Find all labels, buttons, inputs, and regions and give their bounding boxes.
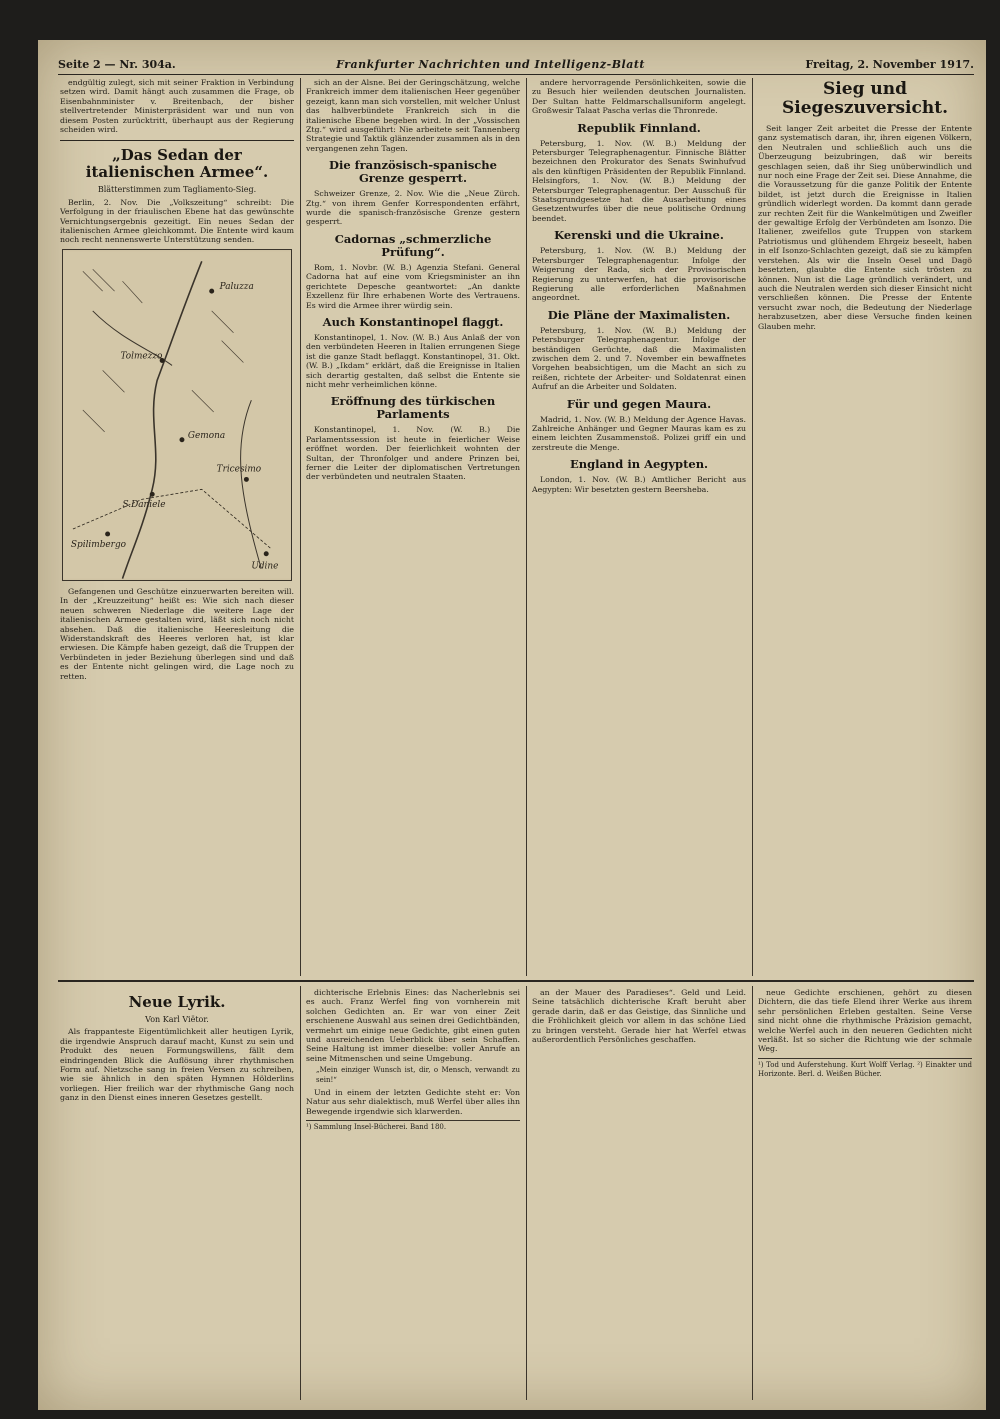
- sedan-body-2: Gefangenen und Geschütze einzuerwarten bereiten will. In der „Kreuzzeitung“ heißt es: Wie sich nach dieser neuen schweren Niederlage die weitere Lage der italienischen Armee gestalten wird, läßt sich noch nicht absehen. Daß die italienische Heeresleitung die Widerstandskraft des Heeres verloren hat, ist klar erwiesen. Die Kämpfe haben gezeigt, daß die Truppen der Verbündeten in jeder Beziehung überlegen sind und daß es der Entente nicht gelingen wird, die Lage noch zu retten.: [60, 586, 294, 681]
- map-label-spilimbergo: Spilimbergo: [70, 539, 127, 550]
- cadorna-body: Rom, 1. Novbr. (W. B.) Agenzia Stefani. General Cadorna hat auf eine vom Kriegsminister an ihn gerichtete Depesche geantwortet: „An dankte Exzellenz für Ihre erhabenen Worte des Vertrauens. Es wird die Armee ihrer würdig sein.: [306, 262, 520, 310]
- lower-column-4: [758, 988, 972, 1400]
- lower-column-3: [532, 988, 746, 1400]
- lyrik-author: Von Karl Viëtor.: [145, 1015, 209, 1024]
- page-number: Seite 2 — Nr. 304a.: [58, 57, 176, 71]
- headline-ukraine: Kerenski und die Ukraine.: [554, 228, 724, 243]
- col2-body-1: sich an der Alsne. Bei der Geringschätzung, welche Frankreich immer dem italienischen Heer gegenüber gezeigt, kann man sich vorstellen, mit welcher Unlust das halbverbündete Frankreich sich in die italienische Ebene begeben wird. In der „Vossischen Ztg.“ wird ausgeführt: Nie arbeitete seit Tannenberg Strategie und Taktik glänzender zusammen als in den vergangenen zehn Tagen.: [306, 78, 520, 153]
- headline-lyrik: Neue Lyrik.: [128, 993, 226, 1011]
- lyrik-body-4: neue Gedichte erschienen, gehört zu diesen Dichtern, die das tiefe Elend ihrer Werke aus ihrem sehr persönlichen Erleben gestalten. Seine Verse sind nicht ohne die rhythmische Präzision gemacht, welche Werfel auch in den neueren Gedichten nicht verläßt. Ist so sicher die Richtung wie der schmale Weg.: [758, 988, 972, 1054]
- column-3: [532, 78, 746, 976]
- lyrik-body-2b: Und in einem der letzten Gedichte steht er: Von Natur aus sehr dialektisch, muß Werfel über alles ihn Bewegende irgendwie sich klarwerden.: [306, 1088, 520, 1116]
- subheadline-sedan: Blätterstimmen zum Tagliamento-Sieg.: [97, 185, 257, 195]
- headline-maura: Für und gegen Maura.: [566, 396, 712, 411]
- grenze-body: Schweizer Grenze, 2. Nov. Wie die „Neue Zürch. Ztg.“ von ihrem Genfer Korrespondenten erfährt, wurde die spanisch-französische Grenze gestern gesperrt.: [306, 189, 520, 227]
- issue-date: Freitag, 2. November 1917.: [805, 57, 974, 71]
- intro-paragraph: endgültig zulegt, sich mit seiner Fraktion in Verbindung setzen wird. Damit hängt auch zusammen die Frage, ob Eisenbahnminister v. Breitenbach, der bisher stellvertretender Ministerpräsident war und nun von diesem Posten zurücktritt, überhaupt aus der Regierung scheiden wird.: [60, 78, 294, 135]
- finnland-body: Petersburg, 1. Nov. (W. B.) Meldung der Petersburger Telegraphenagentur. Finnische Blätter bezeichnen den Prokurator des Senats Swinhufvud als den künftigen Präsidenten der Republik Finnland. Helsingfors, 1. Nov. (W. B.) Meldung der Petersburger Telegraphenagentur. Der Ausschuß für Staatsgrundgesetze hat die Ausarbeitung eines Gesetzentwurfes über die neue politische Ordnung beendet.: [532, 138, 746, 223]
- headline-maximalisten: Die Pläne der Maximalisten.: [547, 307, 731, 322]
- headline-aegypten: England in Aegypten.: [569, 457, 709, 472]
- headline-sedan: „Das Sedan der italienischen Armee“.: [85, 146, 269, 182]
- headline-cadorna: Cadornas „schmerzliche Prüfung“.: [334, 231, 492, 259]
- column-2: [306, 78, 520, 976]
- newspaper-page: [38, 40, 986, 1410]
- footnote-left: ¹) Sammlung Insel-Bücherei. Band 180.: [306, 1120, 520, 1132]
- sieg-body: Seit langer Zeit arbeitet die Presse der Entente ganz systematisch daran, ihr, ihren eigenen Völkern, den Neutralen und schließlich auch uns die Überzeugung beizubringen, daß wir bereits geschlagen seien, daß ihr Sieg unüberwindlich und nur noch eine Frage der Zeit sei. Diese Annahme, die die Voraussetzung für die ganze Politik der Entente bildet, ist jetzt durch die Ereignisse in Italien gründlich widerlegt worden. Da kommt dann gerade zur rechten Zeit für die Wankelmütigen und Zweifler der gewaltige Erfolg der Verbündeten am Isonzo. Die Italiener, zweifellos gute Truppen von starkem Patriotismus und glühendem Ehrgeiz beseelt, haben in elf Isonzo-Schlachten gezeigt, daß sie zu kämpfen verstehen. Als wir die Inseln Oesel und Dagö besetzten, glaubte die Entente sich trösten zu können. Nun ist die Lage gründlich verändert, und auch die Neutralen werden sich dieser Einsicht nicht verschließen können. Die Presse der Entente versucht zwar noch, die Bedeutung der Niederlage herabzusetzen, aber diese Versuche finden keinen Glauben mehr.: [758, 124, 972, 331]
- footnote-right: ¹) Tod und Auferstehung. Kurt Wolff Verlag. ²) Einakter und Horizonte. Berl. d. Weißen Bücher.: [758, 1058, 972, 1080]
- lyrik-body-3: an der Mauer des Paradieses“. Geld und Leid. Seine tatsächlich dichterische Kraft beruht aber gerade darin, daß er das Geistige, das Sinnliche und die Fröhlichkeit gleich vor allem in das schöne Lied zu bringen versteht. Gerade hier hat Werfel etwas außerordentlich Persönliches geschaffen.: [532, 988, 746, 1045]
- map-label-paluzza: Paluzza: [219, 281, 254, 292]
- map-label-gemona: Gemona: [187, 430, 226, 441]
- map-label-sdaniele: S.Daniele: [122, 500, 166, 511]
- parlament-body: Konstantinopel, 1. Nov. (W. B.) Die Parlamentssession ist heute in feierlicher Weise eröffnet worden. Der feierlichkeit wohnten der Sultan, der Thronfolger und andere Prinzen bei, ferner die Leiter der diplomatischen Vertretungen der verbündeten und neutralen Staaten.: [306, 425, 520, 482]
- map-label-udine: Udine: [251, 561, 279, 572]
- konstantinopel-body: Konstantinopel, 1. Nov. (W. B.) Aus Anlaß der von den verbündeten Heeren in Italien errungenen Siege ist die ganze Stadt beflaggt. Konstantinopel, 31. Okt. (W. B.) „Ikdam“ erklärt, daß die Ereignisse in Italien sich derartig gestalten, daß selbst die Entente sie nicht mehr verheimlichen könne.: [306, 332, 520, 389]
- aegypten-body: London, 1. Nov. (W. B.) Amtlicher Bericht aus Aegypten: Wir besetzten gestern Beersheba.: [532, 475, 746, 494]
- map-illustration: [63, 250, 291, 580]
- headline-parlament: Eröffnung des türkischen Parlaments: [330, 394, 496, 422]
- lower-column-1: [60, 988, 294, 1400]
- lower-column-2: [306, 988, 520, 1400]
- section-divider: [58, 980, 974, 982]
- col3-body-1: andere hervorragende Persönlichkeiten, sowie die zu Besuch hier weilenden deutschen Journalisten. Der Sultan hatte Feldmarschallsuniform angelegt. Großwesir Talaat Pascha verlas die Thronrede.: [532, 78, 746, 116]
- headline-konstantinopel: Auch Konstantinopel flaggt.: [322, 314, 504, 329]
- page-header: [58, 54, 974, 75]
- masthead-title: Frankfurter Nachrichten und Intelligenz-Blatt: [336, 57, 645, 71]
- column-1: [60, 78, 294, 976]
- lyrik-body-2: dichterische Erlebnis Eines: das Nacherlebnis sei es auch. Franz Werfel fing von vornherein mit solchen Gedichten an. Er war von einer Zeit erschienene Auswahl aus seinen drei Gedichtbänden, vermehrt um einige neue Gedichte, gibt einen guten und ausreichenden Ueberblick über sein Schaffen. Seine Haltung ist immer dieselbe: voller Anrufe an seine Mitmenschen und seine Umgebung.: [306, 988, 520, 1063]
- column-4: [758, 78, 972, 976]
- map-label-tolmezzo: Tolmezzo: [120, 351, 163, 362]
- map-figure: [62, 249, 292, 581]
- sedan-body-1: Berlin, 2. Nov. Die „Volkszeitung“ schreibt: Die Verfolgung in der friaulischen Ebene hat das gewünschte Vernichtungsergebnis gezeitigt. Ein neues Sedan der italienischen Armee gleichkommt. Die Entente wird kaum noch recht nennenswerte Unterstützung senden.: [60, 197, 294, 245]
- headline-grenze: Die französisch-spanische Grenze gesperrt.: [329, 158, 497, 186]
- headline-sieg: Sieg und Siegeszuversicht.: [782, 79, 948, 118]
- lyrik-body-1: Als frappanteste Eigentümlichkeit aller heutigen Lyrik, die irgendwie Anspruch darauf macht, Kunst zu sein und Produkt des neuen Formungswillens, fällt dem eindringenden Blick die Auflösung ihrer rhythmischen Form auf. Nietzsche sang in freien Versen zu schreiben, wie sie ähnlich in den späten Hymnen Hölderlins vorliegen. Hier freilich war der rhythmische Gang noch ganz in den Dienst eines inneren Gesetzes gestellt.: [60, 1027, 294, 1103]
- map-label-tricesimo: Tricesimo: [216, 464, 262, 475]
- maximalisten-body: Petersburg, 1. Nov. (W. B.) Meldung der Petersburger Telegraphenagentur. Infolge der beständigen Gerüchte, daß die Maximalisten zwischen dem 2. und 7. November ein bewaffnetes Vorgehen beabsichtigen, um die Macht an sich zu reißen, richtete der Arbeiter- und Soldatenrat einen Aufruf an die Arbeiter und Soldaten.: [532, 325, 746, 392]
- maura-body: Madrid, 1. Nov. (W. B.) Meldung der Agence Havas. Zahlreiche Anhänger und Gegner Mauras kam es zu einem leichten Zusammenstoß. Polizei griff ein und zerstreute die Menge.: [532, 414, 746, 452]
- ukraine-body: Petersburg, 1. Nov. (W. B.) Meldung der Petersburger Telegraphenagentur. Infolge der Weigerung der Rada, sich der Provisorischen Regierung zu unterwerfen, hat die provisorische Regierung alle erforderlichen Maßnahmen angeordnet.: [532, 246, 746, 303]
- headline-finnland: Republik Finnland.: [577, 120, 701, 135]
- lyrik-quote: „Mein einziger Wunsch ist, dir, o Mensch, verwandt zu sein!“: [316, 1066, 520, 1084]
